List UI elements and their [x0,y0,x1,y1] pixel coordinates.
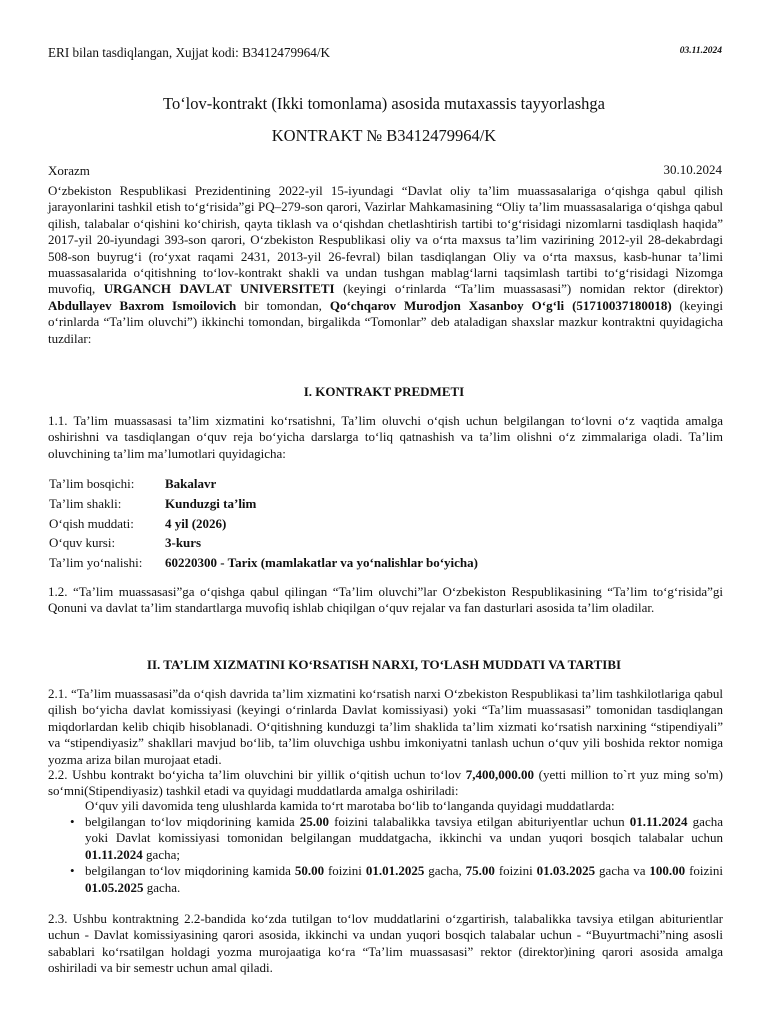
percent-value: 100.00 [649,863,686,879]
clause-1-1: 1.1. Ta’lim muassasasi ta’lim xizmatini ko‘rsatishni, Ta’lim oluvchi o‘qish uchun belgilangan to‘lovni o‘z vaqtida amalga oshirishni va tasdiqlangan o‘quv reja bo‘yicha darslarga to‘liq qatnashish va ta’lim olishni o‘z zimmalariga oladi. Ta’lim oluvchining ta’lim ma’lumotlari quyidagicha: [48,413,723,461]
deadline-date: 01.03.2025 [536,863,596,879]
deadline-date: 01.11.2024 [629,814,688,829]
payment-schedule-intro: O‘quv yili davomida teng ulushlarda kamida to‘rt marotaba bo‘lib to‘langanda quyidagi muddatlarda: [85,798,615,813]
info-label: Ta’lim yo‘nalishi: [49,555,143,571]
bullet-text: foizini [685,863,724,879]
info-row [49,476,478,496]
info-label: Ta’lim bosqichi: [49,476,135,491]
intro-paragraph [48,183,723,347]
education-info-table [49,476,478,575]
percent-value: 50.00 [294,863,325,879]
deadline-date: 01.05.2025 [85,879,144,895]
rector-name: Abdullayev Baxrom Ismoilovich [48,297,237,313]
bullet-text: foizini [324,863,366,879]
bullet-text: gacha yoki Davlat komissiyasi tomonidan belgilangan muddatgacha, ikkinchi va undan yuqori bosqich talabalar uchun [85,814,723,846]
clause-1-2: 1.2. “Ta’lim muassasasi”ga o‘qishga qabul qilingan “Ta’lim oluvchi”lar O‘zbekiston Respublikasining “Ta’lim to‘g‘risida”gi Qonuni va davlat ta’lim standartlarga muvofiq ishlab chiqilgan o‘quv rejalar va fan dasturlari asosida ta’lim oladilar. [48,584,723,616]
info-value: Bakalavr [165,476,217,491]
deadline-date: 01.01.2025 [365,863,425,879]
payment-schedule-list [68,814,723,896]
info-value: 3-kurs [165,535,202,551]
info-value: 60220300 - Tarix (mamlakatlar va yo‘nalishlar bo‘yicha) [165,555,478,571]
percent-value: 25.00 [299,814,329,829]
university-name: URGANCH DAVLAT UNIVERSITETI [103,281,335,297]
intro-text-2: (keyingi o‘rinlarda “Ta’lim muassasasi”) nomidan rektor (direktor) [334,281,723,297]
clause-2-1: 2.1. “Ta’lim muassasasi”da o‘qish davrida ta’lim xizmatini ko‘rsatish narxi O‘zbekiston Respublikasi ta’lim tashkilotlariga qabul qilish bo‘yicha davlat komissiyasi (keyingi o‘rinlarda Davlat komissiyasi) yoki “Ta’lim muassasasi” tomonidan tasdiqlangan miqdorlardan kelib chiqib hisoblanadi. O‘qitishning kunduzgi ta’lim shaklida ta’lim xizmati ko‘rsatish narxining “stipendiyali” va “stipendiyasiz” shakllari mavjud bo‘lib, ta’lim oluvchiga ushbu imkoniyatni tanlash uchun o‘quv yili boshida rektor nomiga yozma ariza bilan murojaat etadi. [48,686,723,767]
list-item [68,863,723,896]
bullet-text: gacha. [143,879,181,895]
document-code-header: ERI bilan tasdiqlangan, Xujjat kodi: B3412479964/K [48,45,331,60]
intro-text-1: O‘zbekiston Respublikasi Prezidentining 2022-yil 15-iyundagi “Davlat oliy ta’lim muassasalariga o‘qishga qabul qilish jarayonlarini tashkil etish to‘g‘risida”gi PQ–279-son qarori, Vazirlar Mahkamasining “Oliy ta’lim muassasalariga o‘qishga qabul qilish, talabalar o‘qishini ko‘chirish, qayta tiklash va o‘qishdan chetlashtirish tartibi to‘g‘risidagi nizomlarni tasdiqlash haqida” 2017-yil 20-iyundagi 393-son qarori, O‘zbekiston Respublikasi oliy va o‘rta maxsus ta’lim vazirining 2012-yil 28-dekabrdagi 508-son buyrug‘i (ro‘yxat raqami 2431, 2013-yil 26-fevral) bilan tasdiqlangan Oliy va o‘rta maxsus, kasb-hunar ta’limi muassasalarida o‘qitishning to‘lov-kontrakt shakli va undan tushgan mablag‘larni taqsimlash tartibi to‘g‘risidagi Nizomga muvofiq, [48,183,723,297]
bullet-text: belgilangan to‘lov miqdorining kamida [85,814,300,829]
info-row [49,516,478,536]
info-row [49,496,478,516]
info-label: O‘quv kursi: [49,535,116,551]
info-label: Ta’lim shakli: [49,495,122,511]
clause-2-2 [48,767,723,800]
deadline-date: 01.11.2024 [85,846,143,862]
student-name: Qo‘chqarov Murodjon Xasanboy O‘g‘li (51710037180018) [329,297,672,313]
tuition-amount: 7,400,000.00 [465,767,535,782]
bullet-text: foizini [494,863,537,879]
clause-2-3: 2.3. Ushbu kontraktning 2.2-bandida ko‘zda tutilgan to‘lov muddatlarini o‘zgartirish, talabalikka tavsiya etilgan abiturientlar uchun - Davlat komissiyasining qarori asosida, ikkinchi va undan yuqori bosqich talabalar uchun - “Buyurtmachi”ning asosli sabablari ko‘rsatilgan holdagi yozma murojaatiga ko‘ra “Ta’lim muassasasi” rektor (direktor)ining qarori asosida amalga oshiriladi va bir semestr uchun amal qiladi. [48,911,723,976]
info-label: O‘qish muddati: [49,515,134,531]
info-value: 4 yil (2026) [165,515,227,531]
place-label: Xorazm [48,163,90,178]
bullet-text: gacha, [424,863,466,879]
percent-value: 75.00 [465,863,495,879]
clause-2-2-text-1: 2.2. Ushbu kontrakt bo‘yicha ta’lim oluvchini bir yillik o‘qitish uchun to‘lov [48,767,466,782]
contract-number-title: KONTRAKT № B3412479964/K [271,126,497,145]
bullet-text: foizini talabalikka tavsiya etilgan abituriyentlar uchun [328,814,630,829]
header-date: 03.11.2024 [679,46,722,56]
contract-date: 30.10.2024 [663,162,722,177]
info-value: Kunduzgi ta’lim [165,495,257,511]
bullet-text: belgilangan to‘lov miqdorining kamida [85,863,295,879]
section-2-heading: II. TA’LIM XIZMATINI KO‘RSATISH NARXI, TO‘LASH MUDDATI VA TARTIBI [146,657,622,672]
clause-2-2-text-2: (yetti million to`rt yuz ming so'm) so‘mni(Stipendiyasiz) tashkil etadi va quyidagi muddatlarda amalga oshiriladi: [48,767,723,799]
bullet-text: gacha; [142,846,180,862]
section-1-heading: I. KONTRAKT PREDMETI [303,384,465,399]
info-row [49,555,478,575]
list-item [68,814,723,863]
bullet-text: gacha va [595,863,650,879]
intro-text-4: (keyingi o‘rinlarda “Ta’lim oluvchi”) ikkinchi tomondan, birgalikda “Tomonlar” deb ataladigan shaxslar mazkur kontraktni quyidagicha tuzdilar: [48,297,724,346]
info-row [49,535,478,555]
document-title: To‘lov-kontrakt (Ikki tomonlama) asosida mutaxassis tayyorlashga [163,94,605,113]
intro-text-3: bir tomondan, [236,297,330,313]
